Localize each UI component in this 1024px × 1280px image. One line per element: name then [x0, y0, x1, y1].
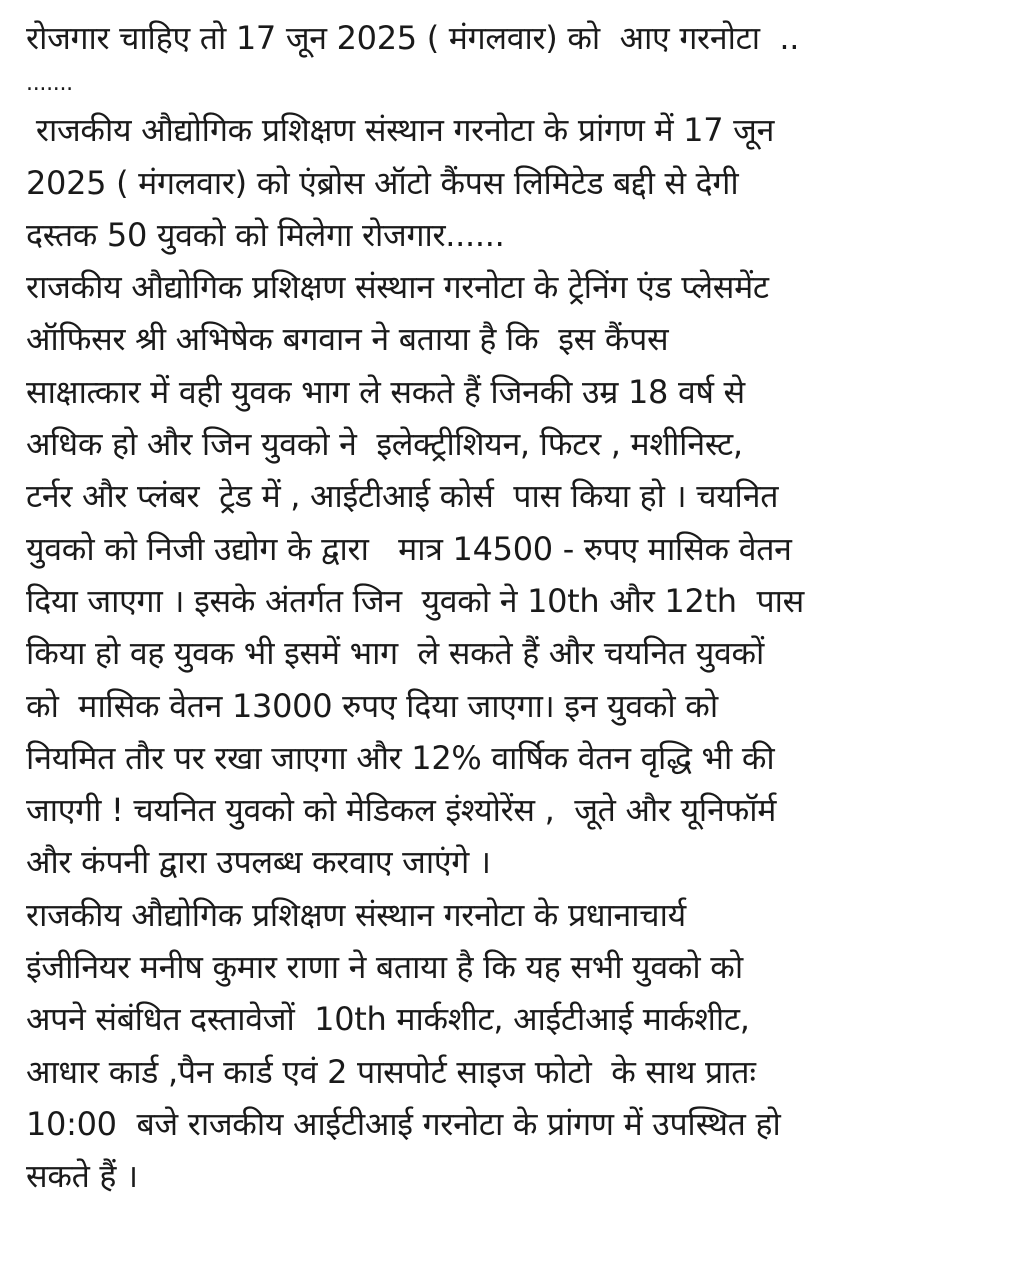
post-text-line: टर्नर और प्लंबर ट्रेड में , आईटीआई कोर्स पास किया हो । चयनित	[26, 477, 779, 516]
post-text-line: साक्षात्कार में वही युवक भाग ले सकते हैं जिनकी उम्र 18 वर्ष से	[26, 372, 745, 411]
post-text-line: अपने संबंधित दस्तावेजों 10th मार्कशीट, आईटीआई मार्कशीट,	[26, 1000, 750, 1039]
post-text-line: और कंपनी द्वारा उपलब्ध करवाए जाएंगे ।	[26, 843, 491, 882]
post-text-line: 2025 ( मंगलवार) को एंब्रोस ऑटो कैंपस लिमिटेड बद्दी से देगी	[26, 163, 739, 202]
post-text-line: इंजीनियर मनीष कुमार राणा ने बताया है कि यह सभी युवको को	[26, 948, 743, 987]
post-text-line: रोजगार चाहिए तो 17 जून 2025 ( मंगलवार) को आए गरनोटा ..	[26, 19, 800, 57]
post-text-line: राजकीय औद्योगिक प्रशिक्षण संस्थान गरनोटा के ट्रेनिंग एंड प्लेसमेंट	[26, 268, 769, 307]
post-text-line: अधिक हो और जिन युवको ने इलेक्ट्रीशियन, फिटर , मशीनिस्ट,	[26, 425, 743, 464]
post-text-line: किया हो वह युवक भी इसमें भाग ले सकते हैं और चयनित युवकों	[26, 634, 765, 673]
post-text-line: सकते हैं ।	[26, 1157, 138, 1196]
post-text-line: दस्तक 50 युवको को मिलेगा रोजगार......	[26, 215, 505, 254]
post-text-line: ऑफिसर श्री अभिषेक बगवान ने बताया है कि इस कैंपस	[26, 320, 669, 359]
post-text-line: राजकीय औद्योगिक प्रशिक्षण संस्थान गरनोटा के प्रांगण में 17 जून	[26, 111, 775, 150]
post-text-line: युवको को निजी उद्योग के द्वारा मात्र 14500 - रुपए मासिक वेतन	[26, 529, 792, 568]
post-text-body	[26, 12, 1001, 1203]
post-text-line: को मासिक वेतन 13000 रुपए दिया जाएगा। इन युवको को	[26, 686, 718, 725]
post-text-line: 10:00 बजे राजकीय आईटीआई गरनोटा के प्रांगण में उपस्थित हो	[26, 1104, 781, 1143]
post-text-line: आधार कार्ड ,पैन कार्ड एवं 2 पासपोर्ट साइज फोटो के साथ प्रातः	[26, 1052, 756, 1091]
post-text-line: जाएगी ! चयनित युवको को मेडिकल इंश्योरेंस , जूते और यूनिफॉर्म	[26, 791, 777, 830]
post-text-line: नियमित तौर पर रखा जाएगा और 12% वार्षिक वेतन वृद्धि भी की	[26, 738, 775, 777]
post-text-line: दिया जाएगा । इसके अंतर्गत जिन युवको ने 10th और 12th पास	[26, 581, 804, 620]
post-text-line: .......	[26, 71, 73, 97]
post-text-line: राजकीय औद्योगिक प्रशिक्षण संस्थान गरनोटा के प्रधानाचार्य	[26, 895, 686, 934]
